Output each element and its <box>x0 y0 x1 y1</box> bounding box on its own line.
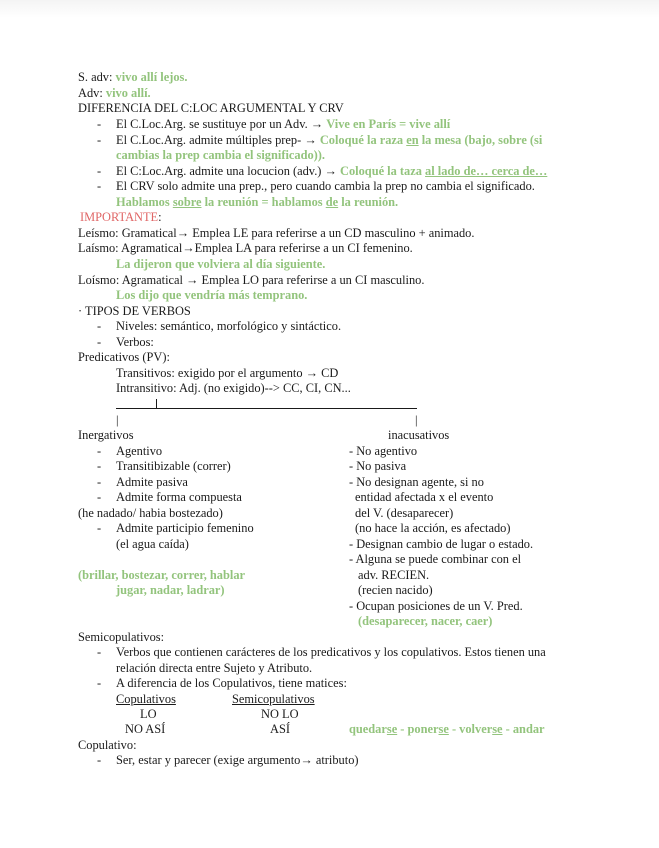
bullet-dash: - <box>97 444 102 458</box>
inacusativos-line: - No agentivo <box>349 444 418 458</box>
semicop-r1c2: NO LO <box>261 707 299 721</box>
laismo-example: La dijeron que volviera al día siguiente. <box>116 257 326 271</box>
adv-value: vivo allí. <box>105 86 151 100</box>
bullet-dash: - <box>97 179 102 193</box>
tipos-bullet-2: Verbos: <box>116 335 154 349</box>
copulativo-bullet-1: Ser, estar y parecer (exige argumento→ atributo) <box>116 753 359 767</box>
importante-colon: : <box>158 210 162 224</box>
tipos-title: · TIPOS DE VERBOS <box>78 304 191 318</box>
bullet-dash: - <box>97 459 102 473</box>
semicop-bullet-2: A diferencia de los Copulativos, tiene matices: <box>116 676 347 690</box>
inergativos-item: Transitibizable (correr) <box>116 459 231 473</box>
semicop-title: Semicopulativos: <box>78 630 165 644</box>
verb-clitic: se <box>438 722 449 736</box>
bullet-dash: - <box>97 521 102 535</box>
bullet-dash: - <box>97 335 102 349</box>
diferencia-bullet-3 <box>116 164 547 179</box>
bullet-dash: - <box>97 645 102 659</box>
inergativos-examples: (brillar, bostezar, correr, hablar <box>78 568 246 582</box>
tree-stem <box>156 399 157 409</box>
inacusativos-line: (recien nacido) <box>358 583 433 597</box>
tipos-bullet-1: Niveles: semántico, morfológico y sintáctico. <box>116 319 342 333</box>
bullet-dash: - <box>97 490 102 504</box>
page-top-shadow <box>0 0 659 18</box>
importante-label: IMPORTANTE <box>80 210 159 224</box>
verb-clitic: se <box>386 722 398 736</box>
semicop-r2c2: ASÍ <box>270 722 290 736</box>
semicop-col-semicopulativos: Semicopulativos <box>232 692 315 706</box>
semicop-verbs <box>349 722 545 737</box>
bullet-dash: - <box>97 133 102 147</box>
inacusativos-line: del V. (desaparecer) <box>355 506 454 520</box>
inergativos-examples-cont: jugar, nadar, ladrar) <box>116 583 225 597</box>
verb-part: - poner <box>397 722 439 736</box>
semicop-r1c1: LO <box>140 707 157 721</box>
bullet-dash: - <box>97 753 102 767</box>
inacusativos-title: inacusativos <box>388 428 450 442</box>
inacusativos-line: - Designan cambio de lugar o estado. <box>349 537 534 551</box>
inergativos-item: Admite pasiva <box>116 475 188 489</box>
loismo-line: Loísmo: Agramatical → Emplea LO para referirse a un CI masculino. <box>78 273 425 287</box>
inacusativos-line: (no hace la acción, es afectado) <box>355 521 511 535</box>
bullet-example-underlined: al lado de… cerca de… <box>425 164 548 178</box>
transitivos-line: Transitivos: exigido por el argumento → CD <box>116 366 339 380</box>
bullet-dash: - <box>97 475 102 489</box>
bullet-text: El C.Loc.Arg. admite múltiples prep- → <box>116 133 320 147</box>
bullet-text: El C.Loc.Arg. se sustituye por un Adv. → <box>116 117 327 131</box>
semicop-col-copulativos: Copulativos <box>116 692 176 706</box>
inacusativos-line: - No pasiva <box>349 459 407 473</box>
bullet-example-underlined: en <box>406 133 419 147</box>
diferencia-bullet-4: El CRV solo admite una prep., pero cuando cambia la prep no cambia el significado. <box>116 179 535 193</box>
sadv-line <box>78 70 187 85</box>
bullet-dash: - <box>97 319 102 333</box>
inacusativos-line: - Ocupan posiciones de un V. Pred. <box>349 599 523 613</box>
tree-bar-left: | <box>116 413 119 427</box>
bullet-dash: - <box>97 676 102 690</box>
semicop-bullet-1: Verbos que contienen carácteres de los predicativos y los copulativos. Estos tienen una <box>116 645 546 659</box>
bullet-dash: - <box>97 164 102 178</box>
inergativos-item: Admite participio femenino <box>116 521 254 535</box>
diferencia-bullet-1 <box>116 117 450 132</box>
bullet-example: Coloqué la taza <box>340 164 426 178</box>
adv-label: Adv: <box>78 86 106 100</box>
intransitivo-line: Intransitivo: Adj. (no exigido)--> CC, CI, CN... <box>116 381 351 395</box>
inergativos-note: (he nadado/ habia bostezado) <box>78 506 223 520</box>
verb-part: - volver <box>448 722 493 736</box>
inergativos-item-note: (el agua caída) <box>116 537 189 551</box>
diferencia-bullet-2 <box>116 133 542 148</box>
inacusativos-line: entidad afectada x el evento <box>355 490 494 504</box>
bullet-text: El C:Loc.Arg. admite una locucion (adv.) → <box>116 164 341 178</box>
adv-line <box>78 86 151 101</box>
bullet-example: Hablamos <box>116 195 173 209</box>
bullet-dash: - <box>97 117 102 131</box>
diferencia-bullet-4-example <box>116 195 398 210</box>
inacusativos-line: adv. RECIEN. <box>358 568 430 582</box>
laismo-line: Laísmo: Agramatical→Emplea LA para referirse a un CI femenino. <box>78 241 413 255</box>
inergativos-title: Inergativos <box>78 428 134 442</box>
inergativos-item: Admite forma compuesta <box>116 490 242 504</box>
diferencia-bullet-2-cont: cambias la prep cambia el significado)). <box>116 148 326 162</box>
bullet-example: Vive en París = vive allí <box>326 117 451 131</box>
loismo-example: Los dijo que vendría más temprano. <box>116 288 308 302</box>
verb-part: - andar <box>502 722 545 736</box>
inergativos-item: Agentivo <box>116 444 163 458</box>
inacusativos-examples: (desaparecer, nacer, caer) <box>358 614 493 628</box>
predicativos-title: Predicativos (PV): <box>78 350 170 364</box>
verb-clitic: se <box>492 722 503 736</box>
tree-bar-right: | <box>415 413 418 427</box>
importante-heading <box>80 210 162 225</box>
diferencia-title: DIFERENCIA DEL C:LOC ARGUMENTAL Y CRV <box>78 101 344 115</box>
semicop-r2c1: NO ASÍ <box>125 722 166 736</box>
bullet-example: la reunión = hablamos <box>201 195 326 209</box>
bullet-example-underlined: sobre <box>172 195 202 209</box>
bullet-example: la reunión. <box>338 195 399 209</box>
copulativo-title: Copulativo: <box>78 738 137 752</box>
sadv-label: S. adv: <box>78 70 116 84</box>
bullet-example-underlined: de <box>325 195 339 209</box>
bullet-example: Coloqué la raza <box>319 133 407 147</box>
bullet-example: la mesa (bajo, sobre (si <box>418 133 543 147</box>
inacusativos-line: - No designan agente, si no <box>349 475 484 489</box>
sadv-value: vivo allí lejos. <box>115 70 188 84</box>
tree-horizontal-rule <box>116 408 417 409</box>
semicop-bullet-1-cont: relación directa entre Sujeto y Atributo. <box>116 661 313 675</box>
verb-part: quedar <box>349 722 387 736</box>
leismo-line: Leísmo: Gramatical→ Emplea LE para referirse a un CD masculino + animado. <box>78 226 475 240</box>
inacusativos-line: - Alguna se puede combinar con el <box>349 552 522 566</box>
